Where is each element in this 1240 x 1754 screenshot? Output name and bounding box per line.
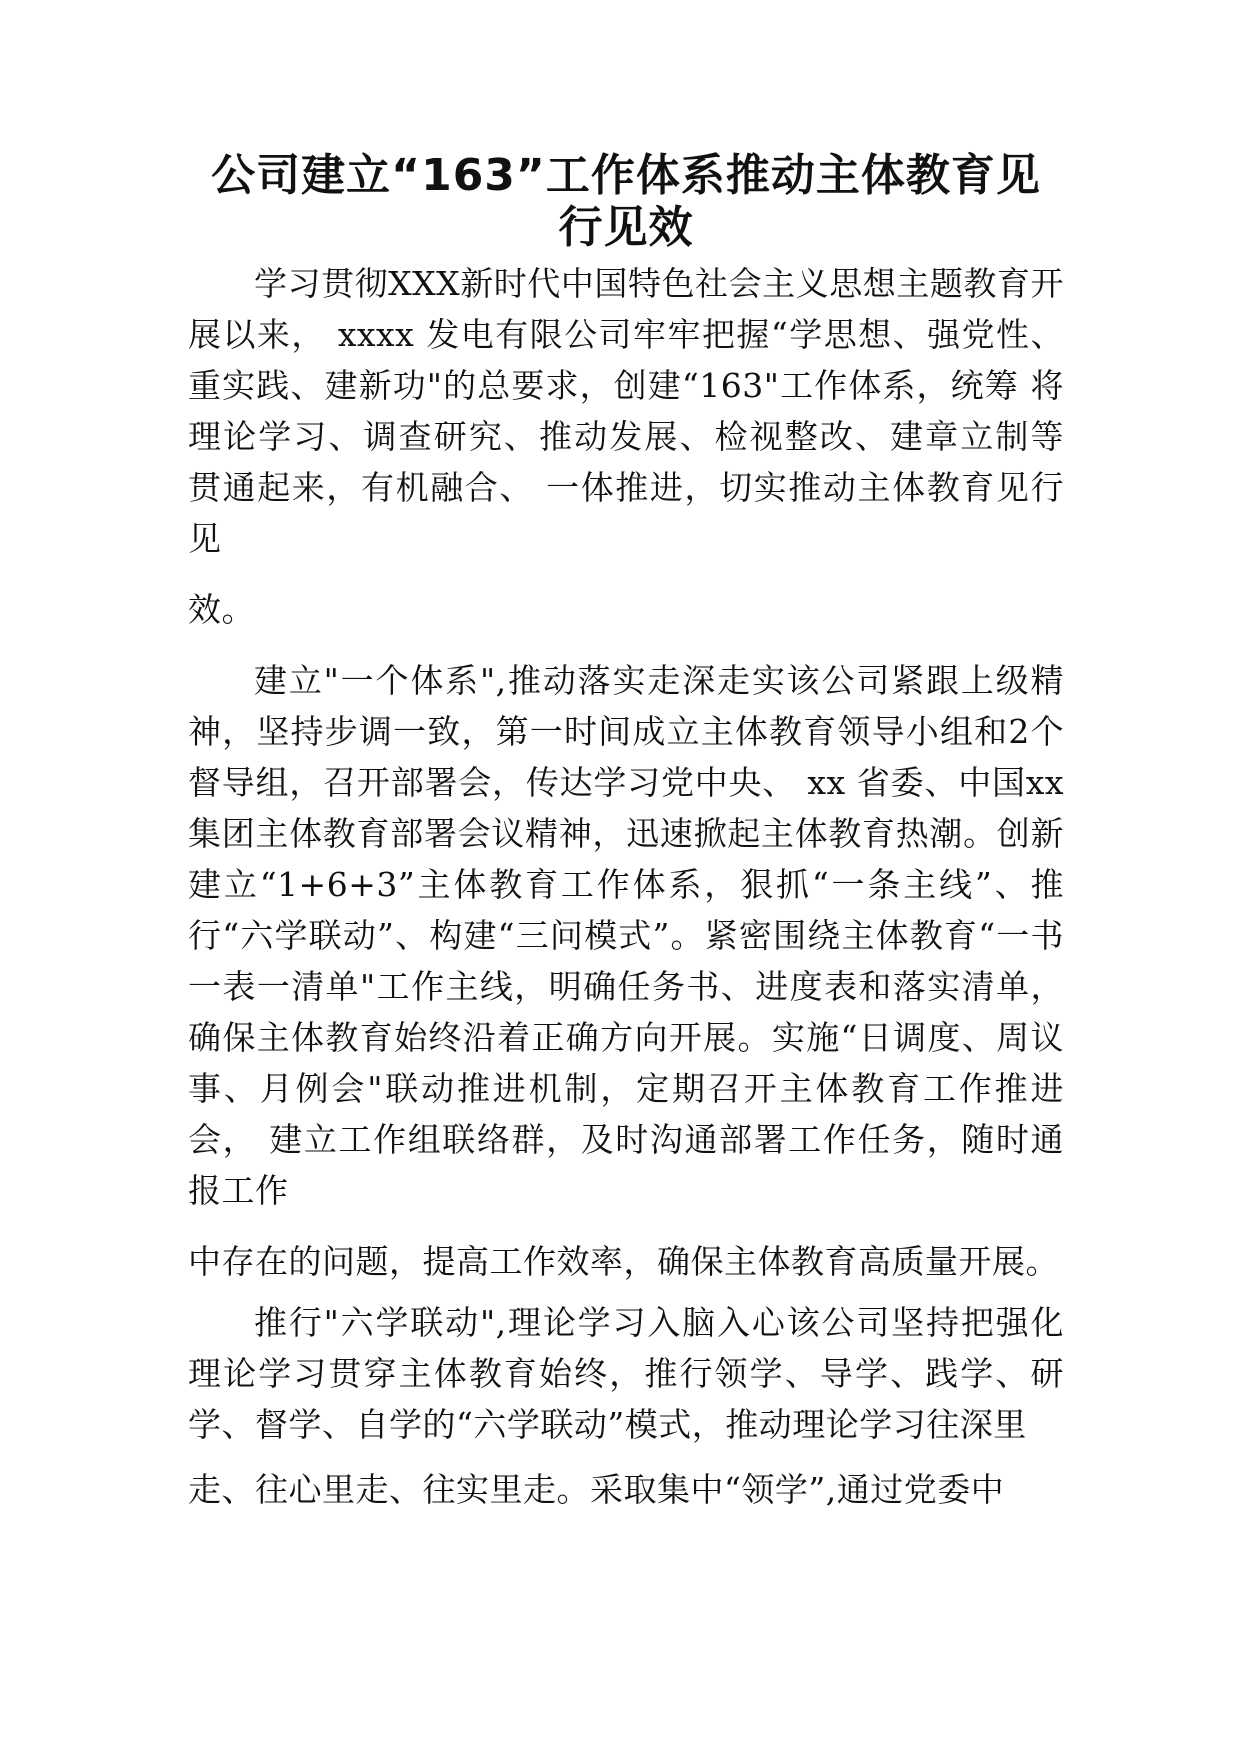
paragraph-intro-end: 效。 xyxy=(188,590,255,629)
document-title xyxy=(188,150,1064,254)
document-page xyxy=(188,150,1064,1515)
title-line-2: 行见效 xyxy=(558,202,694,253)
paragraph-one-system: 建立"一个体系",推动落实走深走实该公司紧跟上级精神，坚持步调一致，第一时间成立主体教育领导小组和2个督导组，召开部署会，传达学习党中央、 xx 省委、中国xx集团主体教育部署会议精神，迅速掀起主体教育热潮。创新建立“1+6+3”主体教育工作体系，狠抓“一条主线”、推行“六学联动”、构建“三问模式”。紧密围绕主体教育“一书一表一清单"工作主线，明确任务书、进度表和落实清单，确保主体教育始终沿着正确方向开展。实施“日调度、周议事、月例会"联动推进机制，定期召开主体教育工作推进会， 建立工作组联络群，及时沟通部署工作任务，随时通报工作 xyxy=(188,661,1064,1210)
paragraph-intro: 学习贯彻XXX新时代中国特色社会主义思想主题教育开展以来， xxxx 发电有限公司牢牢把握“学思想、强党性、 重实践、建新功"的总要求，创建“163"工作体系，统筹 将理论学习、调查研究、推动发展、检视整改、建章立制等 贯通起来，有机融合、 一体推进，切实推动主体教育见行见 xyxy=(188,264,1064,558)
paragraph-six-learning: 推行"六学联动",理论学习入脑入心该公司坚持把强化理论学习贯穿主体教育始终，推行领学、导学、践学、研学、督学、自学的“六学联动”模式，推动理论学习往深里 xyxy=(188,1303,1064,1444)
paragraph-one-system-end: 中存在的问题，提高工作效率，确保主体教育高质量开展。 xyxy=(188,1242,1059,1281)
title-line-1: 公司建立“163”工作体系推动主体教育见 xyxy=(211,150,1041,201)
paragraph-six-learning-cont: 走、往心里走、往实里走。采取集中“领学”,通过党委中 xyxy=(188,1470,1005,1509)
